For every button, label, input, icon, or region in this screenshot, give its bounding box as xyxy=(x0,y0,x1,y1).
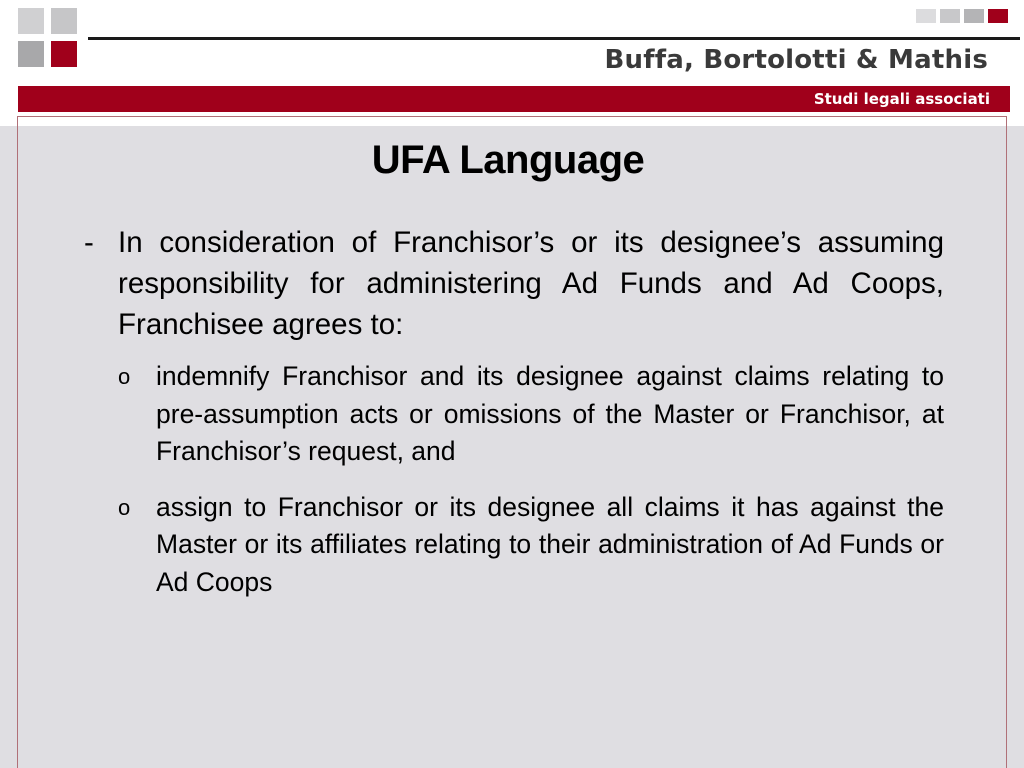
circle-bullet-marker: o xyxy=(118,364,131,389)
decor-square xyxy=(916,9,936,23)
logo-square xyxy=(18,8,44,34)
main-bullet-text: In consideration of Franchisor’s or its designee’s assuming responsibility for administering Ad Funds and Ad Coops, Franchisee agrees to: xyxy=(118,226,944,341)
logo-squares xyxy=(18,8,78,68)
slide-title: UFA Language xyxy=(371,138,645,182)
sub-bullet-text: assign to Franchisor or its designee all claims it has against the Master or its affiliates relating to their administration of Ad Funds or Ad Coops xyxy=(156,491,944,597)
sub-bullet xyxy=(118,358,944,471)
logo-square xyxy=(51,8,77,34)
header-decor-squares xyxy=(916,9,1010,23)
main-bullet xyxy=(78,222,944,345)
circle-bullet-marker: o xyxy=(118,494,131,520)
decor-square xyxy=(964,9,984,23)
slide-body xyxy=(78,222,944,619)
decor-square xyxy=(940,9,960,23)
dash-marker: - xyxy=(84,226,94,259)
decor-square-accent xyxy=(988,9,1008,23)
logo-square xyxy=(18,41,44,67)
header-rule xyxy=(88,37,1020,40)
sub-bullet xyxy=(118,489,944,602)
sub-bullet-text: indemnify Franchisor and its designee against claims relating to pre-assumption acts or omissions of the Master or Franchisor, at Franchisor’s request, and xyxy=(156,361,944,466)
sub-bullet-list xyxy=(78,358,944,601)
logo-square-accent xyxy=(51,41,77,67)
firm-name: Buffa, Bortolotti & Mathis xyxy=(604,45,988,75)
firm-tagline: Studi legali associati xyxy=(813,90,990,108)
